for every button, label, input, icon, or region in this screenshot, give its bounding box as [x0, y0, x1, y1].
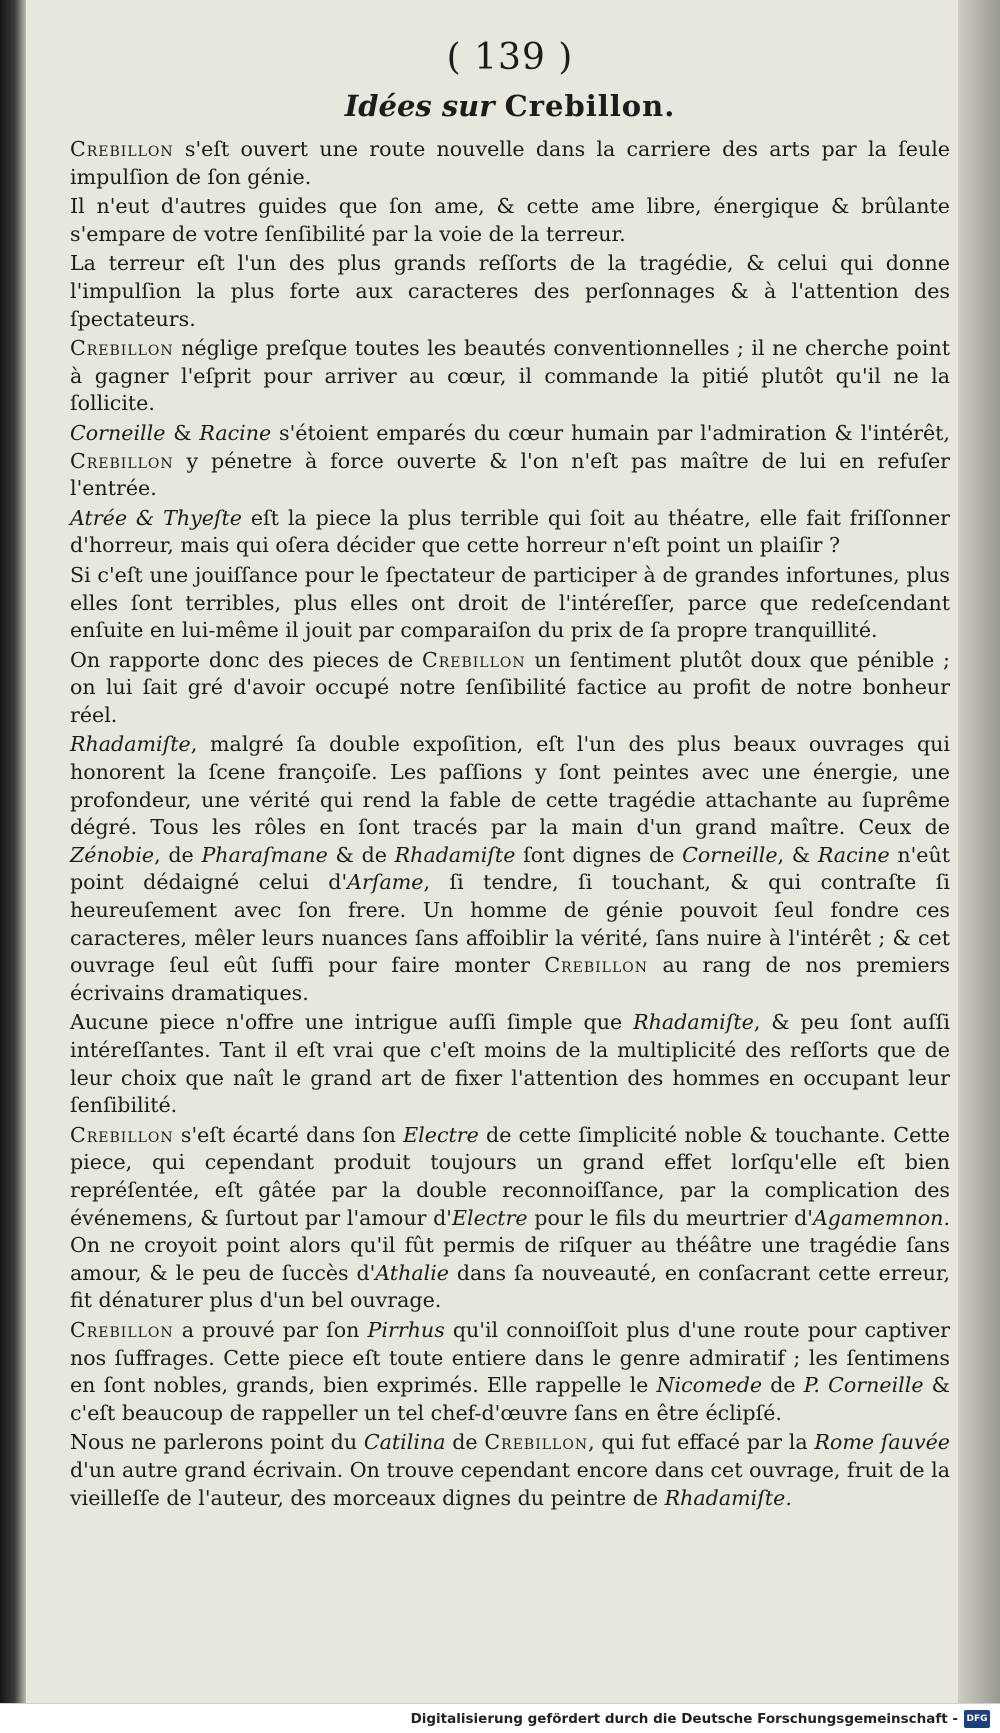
page-number: ( 139 ) [446, 37, 574, 78]
italic-title: Atrée & Thyeſte [70, 505, 242, 530]
text-run: Si c'eſt une jouiſſance pour le ſpectateur de participer à de grandes infortunes, plus elles ſont terribles, plus elles ont droit de l'intéreſſer, parce que redeſcendant enſuite en lui-même il jouit par comparaiſon du prix de ſa propre tranquillité. [70, 562, 950, 643]
italic-title: Nicomede [656, 1373, 763, 1398]
title-name: Crebillon. [504, 89, 676, 123]
text-run: La terreur eſt l'un des plus grands reſſorts de la tragédie, & celui qui donne l'impulſion la plus forte aux caracteres des perſonnages & à l'attention des ſpectateurs. [70, 251, 950, 331]
body-text [70, 136, 950, 1512]
text-run: On ne croyoit point alors qu'il fût permis de riſquer au théâtre une tragédie ſans amour, & le peu de ſuccès d' [70, 1233, 950, 1285]
italic-title: Catilina [363, 1430, 446, 1455]
text-run: d'un autre grand écrivain. On trouve cependant encore dans cet ouvrage, fruit de la vieilleſſe de l'auteur, des morceaux dignes du peintre de [70, 1457, 950, 1510]
book-gutter-shadow [0, 0, 26, 1733]
paragraph-p3 [70, 250, 950, 333]
italic-title: Rhadamiſte [70, 732, 191, 757]
paragraph-p6 [70, 505, 950, 560]
page-title [70, 88, 950, 124]
author-name: Crebillon [70, 137, 174, 161]
italic-title: Electre [451, 1205, 528, 1230]
italic-title: P. Corneille [803, 1373, 924, 1398]
italic-title: Rome ſauvée [814, 1430, 950, 1455]
title-prefix: Idées sur [344, 89, 505, 123]
text-run: , & peu ſont auſſi intéreſſantes. Tant il eſt vrai que c'eſt moins de la multiplicité des reſſorts que de leur choix que naît le grand art de fixer l'attention des hommes en occupant leur ſenſibilité. [70, 1010, 950, 1118]
text-run: a prouvé par ſon [173, 1317, 368, 1342]
digitization-footer [0, 1703, 1000, 1733]
author-name: Crebillon [70, 1317, 174, 1342]
italic-title: Pharaſmane [201, 842, 328, 867]
paragraph-p4 [70, 335, 950, 418]
page-edge-shadow [958, 0, 1000, 1733]
author-name: Crebillon [421, 647, 526, 672]
page-content [70, 36, 950, 1512]
text-run: Nous ne parlerons point du [70, 1430, 364, 1455]
italic-title: Agamemnon. [812, 1205, 950, 1230]
paragraph-p8 [70, 647, 950, 730]
text-run: pour le fils du meurtrier d' [527, 1205, 813, 1230]
text-run: de cette ſimplicité noble & touchante. Cette piece, qui cependant produit toujours un grand effet lorſqu'elle eſt bien repréſentée, eſt gâtée par la double reconnoiſſance, par la complication des événemens, & ſurtout par l'amour d' [70, 1122, 950, 1230]
text-run: qu'il connoiſſoit plus d'une route pour captiver nos ſuffrages. Cette piece eſt toute entiere dans le genre admiratif ; les ſentimens en ſont nobles, grands, bien exprimés. Elle rappelle le [70, 1317, 950, 1398]
text-run: de [762, 1373, 804, 1398]
italic-title: Zénobie [70, 842, 155, 867]
italic-title: Rhadamiſte. [664, 1485, 792, 1510]
text-run: de [445, 1430, 485, 1455]
paragraph-p10 [70, 1009, 950, 1119]
text-run: n'eût point dédaigné celui d' [70, 842, 950, 895]
text-run: Aucune piece n'offre une intrigue auſſi ſimple que [70, 1010, 634, 1035]
text-run: & [165, 420, 200, 445]
italic-title: Corneille [682, 842, 778, 867]
text-run: ſont dignes de [515, 842, 683, 867]
text-run: & c'eſt beaucoup de rappeller un tel chef-d'œuvre ſans en être éclipſé. [70, 1373, 950, 1425]
italic-title: Pirrhus [367, 1317, 445, 1342]
text-run: un ſentiment plutôt doux que pénible ; on lui ſait gré d'avoir occupé notre ſenſibilité factice au profit de notre bonheur réel. [70, 647, 950, 727]
paragraph-p13 [70, 1429, 950, 1512]
paragraph-p9 [70, 731, 950, 1007]
italic-title: Racine [199, 420, 272, 445]
text-run: néglige preſque toutes les beautés conventionnelles ; il ne cherche point à gagner l'eſprit pour arriver au cœur, il commande la pitié plutôt qu'il ne la ſollicite. [70, 336, 950, 416]
author-name: Crebillon [544, 953, 648, 978]
text-run: s'eſt écarté dans ſon [173, 1122, 404, 1147]
text-run: & de [327, 842, 395, 867]
paragraph-p11 [70, 1122, 950, 1315]
italic-title: Athalie [375, 1260, 449, 1285]
text-run: , & [777, 842, 818, 867]
italic-title: Racine [817, 842, 890, 867]
author-name: Crebillon [484, 1430, 589, 1455]
paragraph-p2 [70, 193, 950, 248]
paragraph-p7 [70, 562, 950, 645]
text-run: , de [154, 842, 202, 867]
paragraph-p1 [70, 136, 950, 191]
text-run: s'étoient emparés du cœur humain par l'admiration & l'intérêt, [271, 420, 950, 445]
author-name: Crebillon [70, 448, 174, 473]
text-run: Il n'eut d'autres guides que ſon ame, & cette ame libre, énergique & brûlante s'empare de votre ſenſibilité par la voie de la terreur. [70, 194, 950, 246]
text-run: dans ſa nouveauté, en conſacrant cette erreur, fit dénaturer plus d'un bel ouvrage. [70, 1260, 950, 1313]
author-name: Crebillon [70, 1122, 174, 1147]
paragraph-p12 [70, 1317, 950, 1427]
italic-title: Rhadamiſte [633, 1010, 754, 1035]
italic-title: Rhadamiſte [394, 842, 516, 867]
italic-title: Arſame [347, 870, 424, 895]
text-run: eſt la piece la plus terrible qui ſoit au théatre, elle fait friſſonner d'horreur, mais qui oſera décider que cette horreur n'eſt point un plaiſir ? [70, 505, 951, 558]
italic-title: Electre [403, 1122, 479, 1147]
paragraph-p5 [70, 420, 950, 503]
author-name: Crebillon [70, 336, 174, 361]
text-run: y pénetre à force ouverte & l'on n'eſt pas maître de lui en refuſer l'entrée. [70, 448, 950, 501]
dfg-logo: DFG [964, 1710, 990, 1728]
footer-credit: Digitalisierung gefördert durch die Deutsche Forschungsgemeinschaft - [410, 1710, 958, 1727]
italic-title: Corneille [70, 420, 166, 445]
text-run: au rang de nos premiers écrivains dramatiques. [70, 953, 950, 1005]
text-run: s'eſt ouvert une route nouvelle dans la carriere des arts par la ſeule impulſion de ſon génie. [70, 137, 950, 189]
text-run: On rapporte donc des pieces de [70, 647, 422, 672]
text-run: , malgré ſa double expoſition, eſt l'un des plus beaux ouvrages qui honorent la ſcene françoiſe. Les paſſions y ſont peintes avec une énergie, une profondeur, une vérité qui rend la fable de cette tragédie attachante au ſuprême dégré. Tous les rôles en ſont tracés par la main d'un grand maître. Ceux de [70, 732, 950, 840]
text-run: , qui fut effacé par la [588, 1430, 815, 1455]
text-run: , ſi tendre, ſi touchant, & qui contraſte ſi heureuſement avec ſon frere. Un homme de génie pouvoit ſeul fondre ces caracteres, mêler leurs nuances ſans affoiblir la vérité, ſans nuire à l'intérêt ; & cet ouvrage ſeul eût ſuffi pour faire monter [70, 870, 950, 978]
